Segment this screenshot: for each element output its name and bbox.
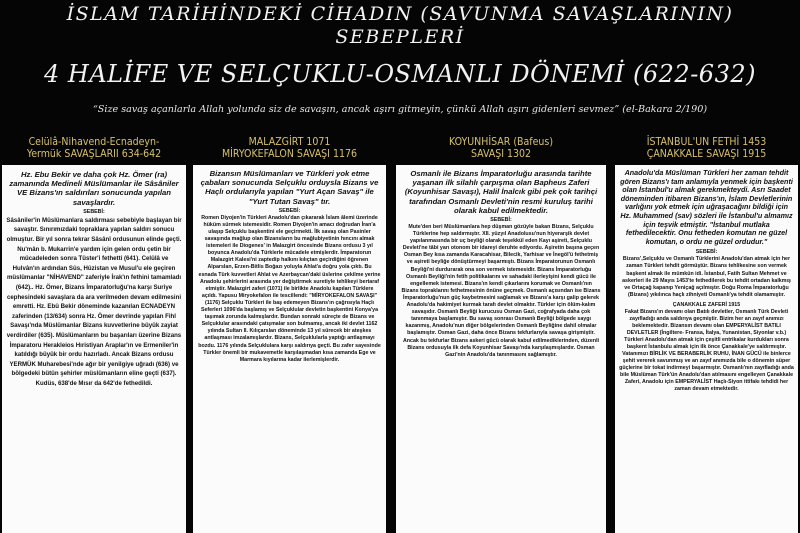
column-1-heading-line-2: Yermük SAVAŞLARII 634-642 xyxy=(26,148,162,160)
column-1-body: Sâsâniler'in Müslümanlara saldırması sebebiyle başlayan bir savaştır. Sınırımızdaki topraklara yapılan saldırı sonucu olmuştur. Bir yıl sonra tekrar Sâsânî ordusunun elinde geçti. Nu'mân b. Mukarrin'e yardım için gelen ordu çetin bir mücadeleden sonra Tüster'i fethetti (641). Celûlâ ve Hulvân'ın ardından Sûs, Hûzistan ve Musul'u ele geçiren müslümanlar "NİHAVEND" zaferiyle İrak'ın fethini tamamladı (642).. Hz. Ömer, Bizans İmparatorluğu'na karşı Suriye cephesindeki savaşlara da ara verilmeden devam edilmesini emretti. Hz. Ebû Bekir döneminde kazanılan ECNADEYN zaferinden (13/634) sonra Hz. Ömer devrinde yapılan Fihl Savaşı'nda Müslümanlar Bizans kuvvetlerine büyük zayiat verdirdiler (635). Müslümanların bu başarıları üzerine Bizans İmparatoru Herakleios Hıristiyan Araplar'ın ve Ermeniler'in katıldığı büyük bir ordu hazırladı. Ancak Bizans ordusu YERMÜK Muharebesi'nde ağır bir yenilgiye uğradı (636) ve bölgedeki bütün şehirler müslümanların eline geçti (637). Kudüs, 638'de Mısır da 642'de fethedildi. xyxy=(6,216,182,387)
column-4-heading-line-1: İSTANBUL'UN FETHİ 1453 xyxy=(646,136,767,148)
column-1-panel xyxy=(2,165,186,533)
page-title: 4 HALİFE VE SELÇUKLU-OSMANLI DÖNEMİ (622-632) xyxy=(44,60,756,88)
column-2-panel xyxy=(193,165,386,533)
column-3-intro: Osmanlı ile Bizans İmparatorluğu arasında tarihte yaşanan ilk silahlı çarpışma olan Bapheus Zaferi (Koyunhisar Savaşı), Halil İnalcık gibi pek çok tarihçi tarafından Osmanlı Devleti'nin resmi kuruluş tarihi olarak kabul edilmektedir. xyxy=(404,169,598,215)
verse-quote: “Size savaş açanlarla Allah yolunda siz de savaşın, ancak aşırı gitmeyin, çünkü Allah aşırı gidenleri sevmez” (el-Bakara 2/190) xyxy=(92,104,708,115)
column-2-heading-line-2: MİRYOKEFALON SAVAŞI 1176 xyxy=(222,148,357,160)
column-1-heading xyxy=(2,136,186,160)
column-2-heading xyxy=(193,136,386,160)
column-4-cause-label: SEBEBİ: xyxy=(695,249,718,256)
column-1-intro: Hz. Ebu Bekir ve daha çok Hz. Ömer (ra) zamanında Medineli Müslümanlar ile Sâsâniler VE Bizans'ın saldırıları sonucunda yapılan savaşlardır. xyxy=(9,170,179,207)
column-4-heading-line-2: ÇANAKKALE SAVAŞI 1915 xyxy=(646,148,767,160)
column-3-panel xyxy=(396,165,606,533)
column-3-cause-label: SEBEBİ: xyxy=(490,217,512,224)
column-2-cause-label: SEBEBİ: xyxy=(278,207,301,214)
column-3-body: Mute'den beri Müslümanlara hep düşman gözüyle bakan Bizans, Selçuklu Türklerine hep saldırmıştır. XII. yüzyıl Anadolusu'nun hiyerarşik devlet yapılanmasında bir uç beyliği olarak teşekkül eden Kayı aşireti, Selçuklu Devleti'ne tâbi yarı otonom bir idareyi deruhte ediyordu. Aşiretin başına geçen Osman Bey kısa zamanda Karacahisar, Bilecik, Yarhisar ve İnegöl'ü fethetmiş ve aşireti beyliğe dönüştürmeyi başarmıştı. Bizans İmparatorunun Osmanlı Beyliği'ni durdurarak ona son vermek istemesidir. Bizans İmparatorluğu Osmanlı Beyliği'nin fetih politikalarını ve sahadaki ilerleyişini kendi gücü ile engellemek istemesi. Bizans'ın kendi çıkarlarını korumak ve Osmanlı'nın Bizans topraklarını fethetmesinin önüne geçmek. Osmanlı açısından ise Bizans İmparatorluğu'nun güç kaybetmesini sağlamak ve Bizans'a karşı galip gelerek Anadolu'da hakimiyet kurmak tarafı devlet olmaktır. Türkler için ölüm-kalım savaşıdır. Osmanlı Beyliği kurucusu Osman Gazi, coğrafyada daha çok tanınmaya başlamıştır. Bu savaş sonrası Osmanlı Beyliği bölgede saygı kazanmış, Anadolu'nun diğer bölgelerinden Osmanlı Beyliğine dahil olmalar başlamıştır. Osman Gazi, daha önce Bizans tekfurlarıyla savaşa girişmiştir. Ancak bu tekfurlar Bizans askeri gücü olarak kabul edilmediklerinden, düzenli Bizans ordusuyla ilk defa Koyunhisar Savaşı'nda karşılaşmışlardır. Osman Gazi'nin Anadolu'da tanınmasını sağlamıştır. xyxy=(401,224,601,358)
column-4-heading xyxy=(615,136,798,160)
column-4-sub-body: Fakat Bizans'ın devamı olan Batılı devletler, Osmanlı Türk Devleti zayıfladığı anda saldırıya geçmiştir. Bizim her an zayıf anımızı beklemektedir. Bizansın devamı olan EMPERYALİST BATILI DEVLETLER (İngiltere- Fransa, İtalya, Yunanistan, Siyonlar v.b.) Türkleri Anadolu'dan atmak için çeşitli entrikalar kurdukları sonra başkent İstanbulu almak için ilk önce Çanakkale'ye saldırmıştır. Vatanımızı BİRLİK VE BERABERLİK RUHU, İNAN GÜCÜ ile binlerce şehit vererek savunmuş ve an zayıf anımızda bile o dönemin süper güçlerine bir tokat indirmeyi başarmıştır. Osmanlı'nın zayıfladığı anda bile Müslüman Türk'ün Anadolu'dan atılmasını engelleyen Çanakkale Zaferi, Anadolu için EMPERYALİST Haçlı-Siyon ittifakı tehdidi her zaman devam etmektedir. xyxy=(619,308,794,392)
header-line-2: SEBEPLERİ xyxy=(335,26,465,48)
column-1-heading-line-1: Celülâ-Nihavend-Ecnadeyn- xyxy=(28,136,160,148)
column-4-body: Bizans',Selçuklu ve Osmanlı Türklerini Anadolu'dan atmak için her zaman Türkleri tehdit görmüştür. Bizans tehlikesine son vermek başkent almak ile mümkün idi. İstanbul, Fatih Sultan Mehmet ve askerleri ile 29 Mayıs 1453'te fethedilerek bu tehdit ortadan kalkmış ve Ortaçağ kapanıp Yeniçağ açılmıştır. Doğu Roma İmparatorluğu (Bizans) yıkılınca haçlı zihniyeti Osmanlı'ya tehdit olamamıştır. xyxy=(622,256,791,298)
column-1-cause-label: SEBEBİ: xyxy=(83,208,105,215)
column-2-intro: Bizansın Müslümanları ve Türkleri yok etme çabaları sonucunda Selçuklu orduysla Bizans ve Haçlı ordularıyla yapılan "Yurt Açan Savaş" ile "Yurt Tutan Savaş" tır. xyxy=(200,169,379,206)
column-4-panel xyxy=(615,165,798,533)
column-3-heading-line-1: KOYUNHİSAR (Bafeus) xyxy=(448,136,554,148)
column-4-intro: Anadolu'da Müslüman Türkleri her zaman tehdit gören Bizans'ı tam anlamıyla yenmek için başkenti olan İstanbul'u almak gerekmekteydi. Asrı Saadet döneminden itibaren Bizans'ın, İslam Devletlerinin varlığını yok etmek için uğraşacağını bildiği için Hz. Muhammed (sav) sözleri ile İstanbul'u almamız için teşvik etmiştir. "İstanbul mutlaka fethedilecektir. Onu fetheden komutan ne güzel komutan, o ordu ne güzel ordudur." xyxy=(620,168,793,246)
column-3-heading xyxy=(396,136,606,160)
header-line-1: İSLAM TARİHİNDEKİ CİHADIN (SAVUNMA SAVAŞLARININ) xyxy=(66,3,734,25)
column-4-sub-title: ÇANAKKALE ZAFERİ 1915 xyxy=(672,301,741,308)
column-2-heading-line-1: MALAZGİRT 1071 xyxy=(248,136,331,148)
column-2-body: Romen Diyojen'in Türkleri Anadolu'dan çıkararak İslam âlemi üzerinde hüküm sürmek istemesidir. Romen Diyojen'in amacı doğrudan İran'a ulaşıp Selçuklu başkentini ele geçirmekti. İlk savaş olan Pasinler savaşında mağlup olan Bizansların bu mağlubiyetinin hıncını almak istemeleri ile Diogenes' in Malazgirt öncesinde Bizans ordusu 3 yıl boyunca Anadolu'da Türklerle mücadele etmişlerdir. İmparatorun Malazgirt Kalesi'ni zaptedip halkını kılıçtan geçirdiğini öğrenen Alparslan, Erzen-Bitlis Boğazı yoluyla Ahlat'a doğru yola çıktı. Bu esnada Türk kuvvetleri Ahlat ve Azerbaycan'daki üslerine çekilme yerine Anadolu şehirlerini arasında yer değiştirmek suretiyle tehlikeyi bertaraf etmiştir. Malazgirt zaferi (1071) ile birlikte Anadolu kapıları Türklere açıldı. Yapusu Miryokefalon ile tescillendi: "MİRYOKEFALON SAVAŞI" (1176) Selçuklu Türkleri ile baş edemeyen Bizans'ın çağrısıyla Haçlı Seferleri 1096'da başlamış ve Selçuklular devletin başkentini Konya'ya taşımak zorunda kalmışlardır. Bundan sonraki süreçte de Bizans ve Selçuklular arasındaki çatışmalar son bulmamış, ancak iki devlet 1162 yılında Sultan II. Kılıçarslan döneminde 13 yıl sürecek bir ateşkes antlaşması imzalamışlardır. Bizans, Selçuklularla yaptığı antlaşmayı bozdu. 1176 yılında Selçuklulara karşı saldırıya geçti. Bu zafer sayesinde Türkler önemli bir mukavemetle karşılaşmadan kısa zamanda Ege ve Marmara kıyılarına kadar ilerlemişlerdir. xyxy=(198,214,381,363)
column-3-heading-line-2: SAVAŞI 1302 xyxy=(470,148,532,160)
